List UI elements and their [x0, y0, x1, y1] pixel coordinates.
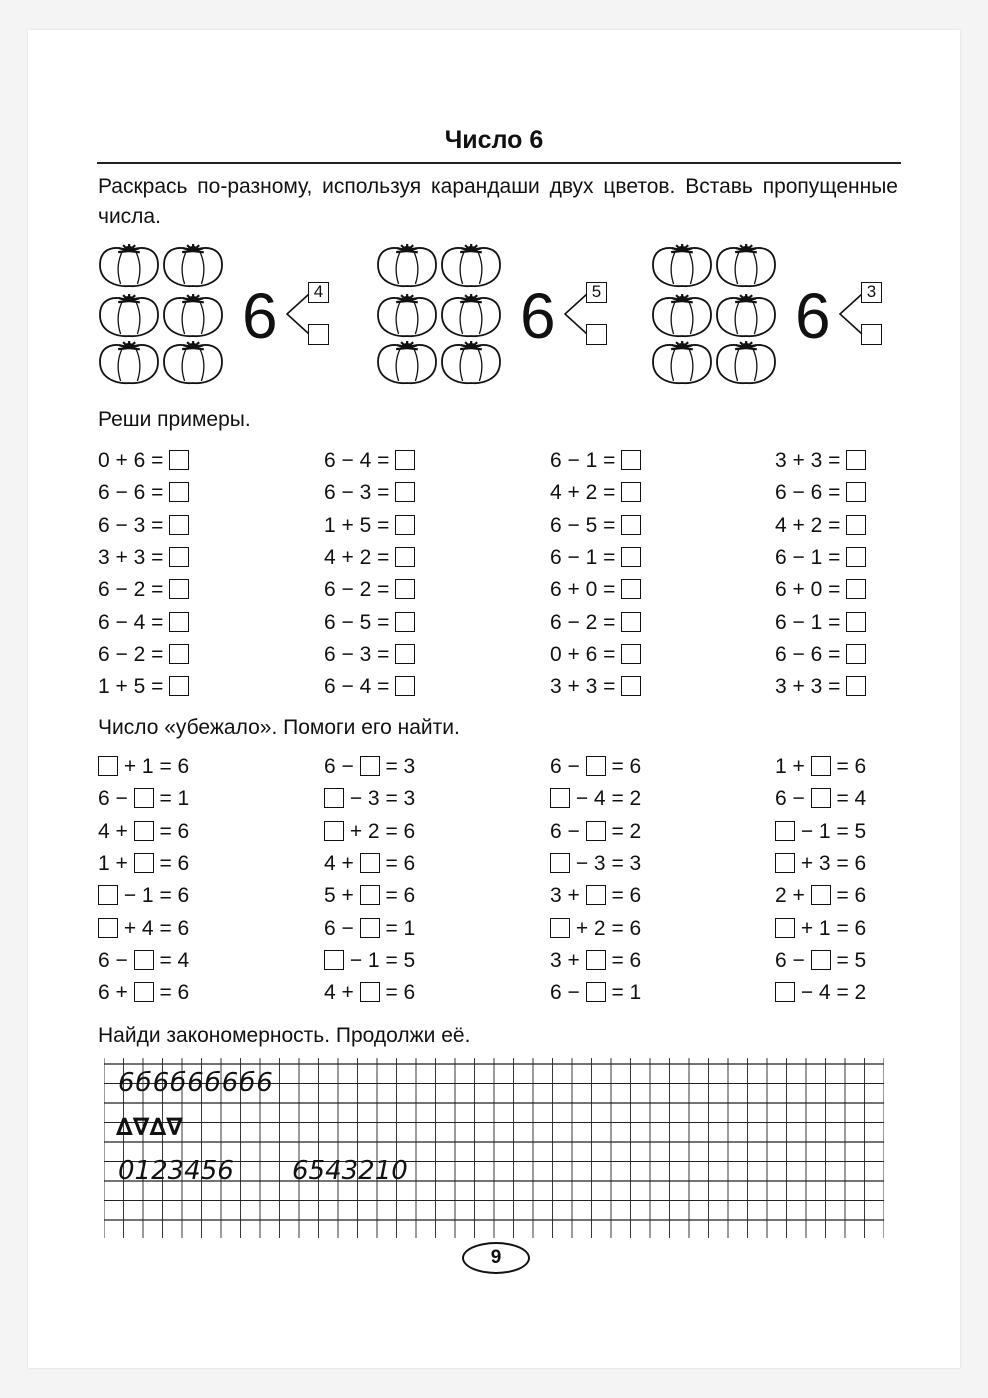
- missing-number-row: [324, 753, 415, 781]
- missing-number-box[interactable]: [811, 950, 831, 970]
- pattern-row-2: ∆∇∆∇: [116, 1113, 183, 1141]
- expression-right: = 6: [153, 851, 190, 875]
- missing-number-box[interactable]: [550, 918, 570, 938]
- expression-right: = 1: [605, 981, 642, 1005]
- expression-left: 4 +: [98, 819, 134, 843]
- missing-number-row: [775, 818, 866, 846]
- example-row: [775, 479, 866, 507]
- number-bond-group-2: [376, 240, 602, 391]
- page-number: 9: [462, 1242, 530, 1274]
- missing-number-row: [775, 785, 866, 813]
- missing-number-row: [775, 882, 866, 910]
- expression-right: = 1: [379, 916, 416, 940]
- answer-box[interactable]: [169, 612, 189, 632]
- pattern-row-1: 6б6б6б6б6: [118, 1068, 274, 1098]
- missing-number-box[interactable]: [324, 950, 344, 970]
- example-row: [775, 576, 866, 604]
- answer-box[interactable]: [621, 612, 641, 632]
- example-row: [98, 673, 189, 701]
- expression-left: 3 +: [550, 884, 586, 908]
- missing-number-row: [98, 915, 189, 943]
- expression-left: 1 +: [775, 755, 811, 778]
- tomato-icon[interactable]: [164, 341, 222, 383]
- task3-heading: Число «убежало». Помоги его найти.: [98, 716, 460, 739]
- example-expression: 6 − 1 =: [775, 545, 847, 569]
- answer-box[interactable]: [846, 579, 866, 599]
- missing-number-box[interactable]: [586, 821, 606, 841]
- example-row: [324, 544, 415, 572]
- expression-right: − 1 = 5: [344, 948, 416, 972]
- example-expression: 6 − 2 =: [98, 578, 170, 602]
- tomato-icon[interactable]: [378, 341, 436, 383]
- example-row: [324, 576, 415, 604]
- answer-box[interactable]: [621, 547, 641, 567]
- expression-right: + 2 = 6: [344, 819, 416, 843]
- example-row: [324, 447, 415, 475]
- expression-left: 6 −: [550, 981, 586, 1005]
- tomato-icon[interactable]: [442, 341, 500, 383]
- answer-box[interactable]: [169, 644, 189, 664]
- example-expression: 6 − 3 =: [324, 642, 396, 666]
- answer-box[interactable]: [395, 450, 415, 470]
- example-expression: 6 − 6 =: [98, 481, 170, 505]
- missing-number-box[interactable]: [811, 885, 831, 905]
- missing-number-row: [550, 753, 641, 781]
- missing-number-box[interactable]: [811, 756, 831, 776]
- answer-box[interactable]: [621, 482, 641, 502]
- expression-right: − 3 = 3: [570, 851, 642, 875]
- expression-right: + 3 = 6: [795, 851, 867, 875]
- expression-right: − 1 = 6: [118, 884, 190, 908]
- expression-right: + 1 = 6: [795, 916, 867, 940]
- example-expression: 6 − 3 =: [98, 513, 170, 537]
- missing-number-box[interactable]: [360, 982, 380, 1002]
- missing-number-box[interactable]: [98, 756, 118, 776]
- example-row: [775, 673, 866, 701]
- example-row: [324, 673, 415, 701]
- expression-left: 6 −: [775, 948, 811, 972]
- tomato-icon[interactable]: [717, 244, 775, 286]
- tomato-icon[interactable]: [717, 294, 775, 336]
- missing-number-box[interactable]: [360, 853, 380, 873]
- missing-number-box[interactable]: [134, 950, 154, 970]
- example-expression: 3 + 3 =: [550, 675, 622, 699]
- number-bond-group-1: [98, 240, 324, 391]
- answer-box[interactable]: [846, 450, 866, 470]
- missing-number-row: [550, 979, 641, 1007]
- missing-number-box[interactable]: [811, 788, 831, 808]
- tomato-icon[interactable]: [378, 244, 436, 286]
- missing-number-row: [550, 882, 641, 910]
- answer-box[interactable]: [621, 676, 641, 696]
- whole-number: 6: [520, 280, 556, 352]
- expression-left: 6 +: [98, 981, 134, 1005]
- example-expression: 4 + 2 =: [775, 513, 847, 537]
- expression-right: = 6: [605, 884, 642, 908]
- example-row: [775, 641, 866, 669]
- example-row: [550, 576, 641, 604]
- expression-right: = 6: [379, 981, 416, 1005]
- tomato-icon[interactable]: [164, 294, 222, 336]
- tomato-icon[interactable]: [442, 244, 500, 286]
- expression-right: = 6: [379, 851, 416, 875]
- expression-left: 1 +: [98, 851, 134, 875]
- answer-box[interactable]: [395, 612, 415, 632]
- missing-number-row: [98, 850, 189, 878]
- example-expression: 1 + 5 =: [98, 675, 170, 699]
- answer-box[interactable]: [846, 644, 866, 664]
- answer-box[interactable]: [395, 579, 415, 599]
- expression-left: 6 −: [550, 755, 586, 778]
- example-row: [550, 641, 641, 669]
- expression-right: − 4 = 2: [570, 787, 642, 811]
- expression-right: = 2: [605, 819, 642, 843]
- example-row: [550, 609, 641, 637]
- answer-box[interactable]: [621, 579, 641, 599]
- expression-left: 6 −: [775, 787, 811, 811]
- example-row: [98, 609, 189, 637]
- missing-number-row: [550, 947, 641, 975]
- missing-number-row: [324, 947, 415, 975]
- missing-number-box[interactable]: [550, 788, 570, 808]
- missing-number-box[interactable]: [360, 756, 380, 776]
- number-bond-group-3: [651, 240, 877, 391]
- example-expression: 6 − 1 =: [775, 610, 847, 634]
- expression-right: = 6: [153, 819, 190, 843]
- expression-right: − 3 = 3: [344, 787, 416, 811]
- tomato-icon[interactable]: [442, 294, 500, 336]
- missing-number-row: [98, 753, 189, 781]
- task2-heading: Реши примеры.: [98, 408, 251, 431]
- answer-box[interactable]: [621, 515, 641, 535]
- answer-box[interactable]: [395, 644, 415, 664]
- expression-right: + 4 = 6: [118, 916, 190, 940]
- missing-number-box[interactable]: [134, 788, 154, 808]
- example-expression: 4 + 2 =: [324, 545, 396, 569]
- expression-right: − 1 = 5: [795, 819, 867, 843]
- missing-number-row: [324, 850, 415, 878]
- whole-number: 6: [242, 280, 278, 352]
- example-expression: 6 − 2 =: [98, 642, 170, 666]
- expression-left: 4 +: [324, 851, 360, 875]
- missing-number-box[interactable]: [775, 821, 795, 841]
- expression-right: + 1 = 6: [118, 755, 190, 778]
- example-expression: 3 + 3 =: [775, 675, 847, 699]
- expression-right: + 2 = 6: [570, 916, 642, 940]
- answer-box[interactable]: [846, 547, 866, 567]
- missing-number-box[interactable]: [586, 950, 606, 970]
- answer-box[interactable]: [395, 676, 415, 696]
- answer-box[interactable]: [169, 450, 189, 470]
- answer-box[interactable]: [846, 515, 866, 535]
- task1-instruction: Раскрась по-разному, используя карандаши двух цветов. Вставь пропущенные числа.: [98, 175, 898, 228]
- answer-box[interactable]: [169, 547, 189, 567]
- part-box-given: 4: [308, 282, 329, 303]
- missing-number-row: [98, 785, 189, 813]
- missing-number-row: [775, 915, 866, 943]
- missing-number-box[interactable]: [360, 918, 380, 938]
- missing-number-box[interactable]: [586, 982, 606, 1002]
- task4-heading: Найди закономерность. Продолжи её.: [98, 1024, 471, 1047]
- pattern-row-3-descending: 6543210: [292, 1156, 408, 1186]
- example-expression: 6 − 4 =: [98, 610, 170, 634]
- missing-number-row: [775, 850, 866, 878]
- example-expression: 6 − 5 =: [550, 513, 622, 537]
- missing-number-box[interactable]: [775, 918, 795, 938]
- example-expression: 6 − 4 =: [324, 449, 396, 472]
- missing-number-row: [550, 818, 641, 846]
- missing-number-row: [324, 882, 415, 910]
- example-row: [98, 512, 189, 540]
- example-expression: 6 − 2 =: [324, 578, 396, 602]
- missing-number-box[interactable]: [360, 885, 380, 905]
- answer-box[interactable]: [395, 547, 415, 567]
- missing-number-row: [775, 979, 866, 1007]
- example-expression: 6 − 5 =: [324, 610, 396, 634]
- whole-number: 6: [795, 280, 831, 352]
- expression-right: = 6: [830, 755, 867, 778]
- example-row: [550, 512, 641, 540]
- example-row: [550, 673, 641, 701]
- missing-number-row: [324, 785, 415, 813]
- expression-left: 6 −: [324, 755, 360, 778]
- answer-box[interactable]: [846, 482, 866, 502]
- expression-left: 4 +: [324, 981, 360, 1005]
- expression-left: 2 +: [775, 884, 811, 908]
- missing-number-box[interactable]: [324, 788, 344, 808]
- expression-left: 3 +: [550, 948, 586, 972]
- tomatoes-picture: [376, 240, 506, 386]
- answer-box[interactable]: [169, 579, 189, 599]
- answer-box[interactable]: [846, 676, 866, 696]
- answer-box[interactable]: [169, 676, 189, 696]
- example-expression: 6 − 1 =: [550, 449, 622, 472]
- example-row: [550, 544, 641, 572]
- tomato-icon[interactable]: [100, 294, 158, 336]
- example-row: [98, 576, 189, 604]
- example-expression: 4 + 2 =: [550, 481, 622, 505]
- answer-box[interactable]: [621, 644, 641, 664]
- missing-number-row: [775, 947, 866, 975]
- tomato-icon[interactable]: [653, 341, 711, 383]
- part-box-missing[interactable]: [861, 324, 882, 345]
- tomato-icon[interactable]: [653, 294, 711, 336]
- pattern-row-3-ascending: 0123456: [118, 1156, 234, 1186]
- example-row: [324, 609, 415, 637]
- tomatoes-picture: [98, 240, 228, 386]
- missing-number-box[interactable]: [775, 982, 795, 1002]
- example-expression: 6 − 2 =: [550, 610, 622, 634]
- example-row: [98, 447, 189, 475]
- example-row: [98, 544, 189, 572]
- missing-number-box[interactable]: [98, 885, 118, 905]
- example-row: [98, 479, 189, 507]
- missing-number-box[interactable]: [550, 853, 570, 873]
- answer-box[interactable]: [169, 515, 189, 535]
- example-expression: 0 + 6 =: [550, 642, 622, 666]
- expression-right: = 4: [830, 787, 867, 811]
- example-row: [550, 479, 641, 507]
- missing-number-row: [324, 915, 415, 943]
- example-row: [775, 609, 866, 637]
- missing-number-box[interactable]: [134, 821, 154, 841]
- example-expression: 6 − 3 =: [324, 481, 396, 505]
- expression-right: − 4 = 2: [795, 981, 867, 1005]
- missing-number-row: [550, 850, 641, 878]
- tomato-icon[interactable]: [100, 244, 158, 286]
- missing-number-row: [324, 979, 415, 1007]
- answer-box[interactable]: [846, 612, 866, 632]
- expression-right: = 4: [153, 948, 190, 972]
- expression-left: 6 −: [98, 948, 134, 972]
- part-box-given: 5: [586, 282, 607, 303]
- part-box-given: 3: [861, 282, 882, 303]
- example-row: [775, 512, 866, 540]
- example-expression: 6 − 6 =: [775, 481, 847, 505]
- missing-number-box[interactable]: [586, 885, 606, 905]
- example-row: [324, 512, 415, 540]
- tomato-icon[interactable]: [164, 244, 222, 286]
- missing-number-row: [98, 979, 189, 1007]
- missing-number-box[interactable]: [586, 756, 606, 776]
- missing-number-row: [98, 947, 189, 975]
- tomatoes-picture: [651, 240, 781, 386]
- expression-left: 6 −: [550, 819, 586, 843]
- missing-number-box[interactable]: [134, 853, 154, 873]
- example-expression: 3 + 3 =: [775, 449, 847, 472]
- missing-number-row: [98, 882, 189, 910]
- example-expression: 6 + 0 =: [550, 578, 622, 602]
- example-expression: 6 − 1 =: [550, 545, 622, 569]
- missing-number-row: [98, 818, 189, 846]
- tomato-icon[interactable]: [378, 294, 436, 336]
- title-divider: [97, 162, 901, 164]
- example-expression: 6 + 0 =: [775, 578, 847, 602]
- expression-right: = 1: [153, 787, 190, 811]
- example-row: [324, 641, 415, 669]
- expression-right: = 6: [605, 755, 642, 778]
- expression-left: 6 −: [324, 916, 360, 940]
- expression-left: 5 +: [324, 884, 360, 908]
- page-title: Число 6: [444, 126, 544, 154]
- expression-right: = 3: [379, 755, 416, 778]
- example-row: [98, 641, 189, 669]
- missing-number-row: [550, 915, 641, 943]
- example-expression: 0 + 6 =: [98, 449, 170, 472]
- example-expression: 6 − 6 =: [775, 642, 847, 666]
- tomato-icon[interactable]: [717, 341, 775, 383]
- expression-left: 6 −: [98, 787, 134, 811]
- missing-number-box[interactable]: [134, 982, 154, 1002]
- example-row: [775, 447, 866, 475]
- expression-right: = 5: [830, 948, 867, 972]
- tomato-icon[interactable]: [653, 244, 711, 286]
- missing-number-row: [324, 818, 415, 846]
- example-row: [324, 479, 415, 507]
- pattern-grid[interactable]: [104, 1058, 884, 1243]
- example-expression: 6 − 4 =: [324, 675, 396, 699]
- answer-box[interactable]: [169, 482, 189, 502]
- part-box-missing[interactable]: [308, 324, 329, 345]
- example-expression: 1 + 5 =: [324, 513, 396, 537]
- example-row: [775, 544, 866, 572]
- answer-box[interactable]: [395, 515, 415, 535]
- missing-number-box[interactable]: [324, 821, 344, 841]
- answer-box[interactable]: [395, 482, 415, 502]
- missing-number-row: [775, 753, 866, 781]
- example-expression: 3 + 3 =: [98, 545, 170, 569]
- answer-box[interactable]: [621, 450, 641, 470]
- example-row: [550, 447, 641, 475]
- tomato-icon[interactable]: [100, 341, 158, 383]
- part-box-missing[interactable]: [586, 324, 607, 345]
- missing-number-row: [550, 785, 641, 813]
- expression-right: = 6: [153, 981, 190, 1005]
- expression-right: = 6: [830, 884, 867, 908]
- missing-number-box[interactable]: [775, 853, 795, 873]
- missing-number-box[interactable]: [98, 918, 118, 938]
- expression-right: = 6: [605, 948, 642, 972]
- expression-right: = 6: [379, 884, 416, 908]
